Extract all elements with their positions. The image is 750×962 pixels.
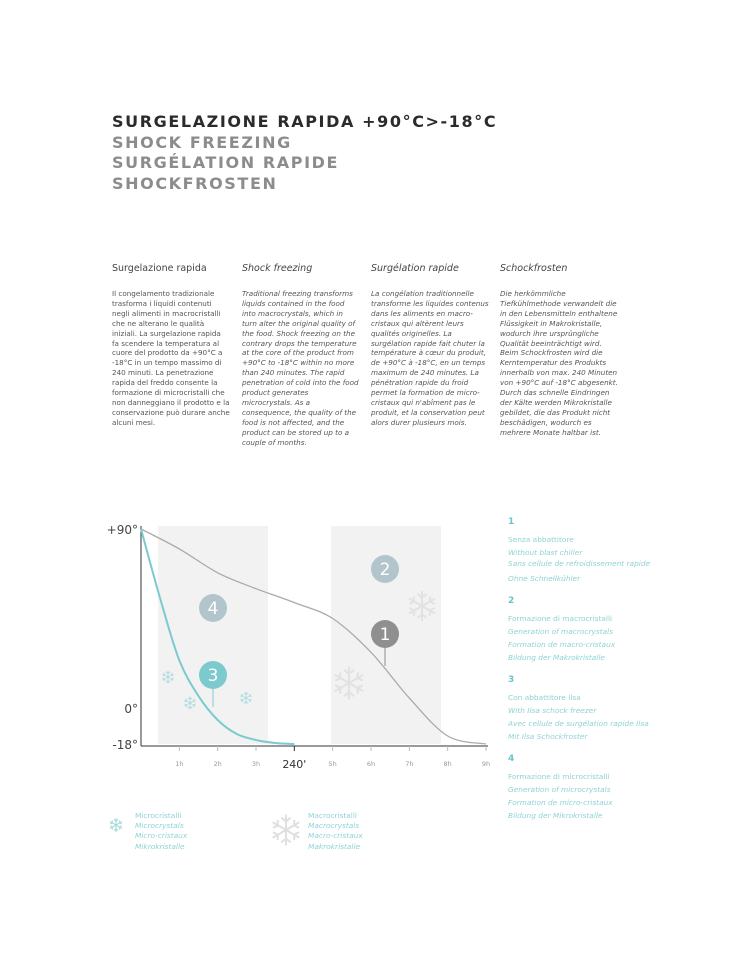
key-line: Makrokristalle: [308, 841, 361, 851]
key-line: Micro-cristaux: [135, 831, 188, 841]
key-line: Microcrystals: [135, 821, 184, 831]
title-italian: SURGELAZIONE RAPIDA +90°C>-18°C: [112, 112, 498, 131]
key-line: Macro-cristaux: [308, 831, 363, 841]
legend-line: Formation de macro-cristaux: [508, 640, 616, 649]
x-tick-label: 1h: [175, 760, 184, 768]
legend-line: Ohne Schnellkühler: [508, 574, 581, 583]
column-german: [500, 263, 618, 438]
x-tick-label: 240': [282, 758, 307, 771]
column-heading: Surgélation rapide: [371, 263, 459, 274]
x-tick-label: 6h: [366, 760, 376, 768]
legend-line: Avec cellule de surgélation rapide Ilsa: [508, 719, 649, 728]
x-ticks: [175, 746, 490, 771]
legend-line: Without blast chiller: [508, 548, 583, 557]
legend-line: Sans cellule de refroidissement rapide: [508, 559, 651, 568]
legend-group-3: [508, 675, 658, 743]
x-tick-label: 2h: [213, 760, 222, 768]
legend-number: 4: [508, 754, 515, 764]
badge-label: 1: [379, 625, 391, 645]
key-line: Macrocrystals: [308, 821, 360, 831]
legend-line: With Ilsa schock freezer: [508, 706, 597, 715]
badge-label: 2: [379, 560, 391, 580]
legend-group-4: [508, 754, 658, 822]
x-tick-label: 9h: [481, 760, 491, 768]
legend-line: Generation of macrocrystals: [508, 627, 614, 636]
legend-line: Formazione di microcristalli: [508, 772, 610, 781]
x-tick-label: 5h: [328, 760, 337, 768]
legend-line: Senza abbattitore: [508, 535, 574, 544]
y-tick-label: 0°: [124, 702, 138, 716]
legend-line: Bildung der Mikrokristalle: [508, 811, 603, 820]
legend-line: Mit Ilsa Schockfroster: [508, 732, 588, 741]
title-german: SHOCKFROSTEN: [112, 173, 278, 193]
temperature-chart: [0, 500, 500, 870]
title-english: SHOCK FREEZING: [112, 132, 292, 152]
title-block: [112, 112, 497, 194]
column-body: Il congelamento tradizionale trasforma i liquidi contenuti negli alimenti in macrocristalli che ne alterano le qualità iniziali. La surgelazione rapida fa scendere la temperatura al cuore del prodotto da +90°C a -18°C in un tempo massimo di 240 minuti. La penetrazione rapida del freddo consente la formazione di microcristalli che non danneggiano il prodotto e la conservazione può durare anche alcuni mesi.: [112, 289, 230, 427]
column-french: [371, 263, 489, 428]
key-line: Macrocristalli: [308, 811, 357, 820]
legend-line: Formation de micro-cristaux: [508, 798, 613, 807]
legend-group-2: [508, 596, 658, 664]
legend-line: Formazione di macrocristalli: [508, 614, 613, 623]
legend-line: Con abbattitore Ilsa: [508, 693, 581, 702]
column-heading: Shock freezing: [242, 263, 313, 274]
key-microcrystals: [135, 811, 187, 852]
x-tick-label: 7h: [405, 760, 414, 768]
column-body: Traditional freezing transforms liquids contained in the food into macrocrystals, which in turn alter the original quality of the food. Shock freezing on the contrary drops the temperature at the core of the product from +90°C to -18°C within no more than 240 minutes. The rapid penetration of cold into the food product generates microcrystals. As a consequence, the quality of the food is not affected, and the product can be stored up to a couple of months.: [242, 289, 359, 447]
x-tick-label: 8h: [443, 760, 452, 768]
column-body: La congélation traditionnelle transforme les liquides contenus dans les aliments en macro-cristaux qui altèrent leurs qualités originelles. La surgélation rapide fait chuter la température à cœur du produit, de +90°C à -18°C, en un temps maximum de 240 minutes. La pénétration rapide du froid permet la formation de micro-cristaux qui n'abîment pas le produit, et la conservation peut alors durer plusieurs mois.: [371, 289, 489, 427]
column-body: Die herkömmliche Tiefkühlmethode verwandelt die in den Lebensmitteln enthaltene Flüssigkeit in Makrokristalle, wodurch ihre ursprüngliche Qualität beeinträchtigt wird. Beim Schockfrosten wird die Kerntemperatur des Produkts innerhalb von max. 240 Minuten von +90°C auf -18°C abgesenkt. Durch das schnelle Eindringen der Kälte werden Mikrokristalle gebildet, die das Produkt nicht beschädigen, wodurch es mehrere Monate haltbar ist.: [500, 289, 618, 437]
legend-number: 3: [508, 675, 515, 685]
legend-number: 1: [508, 517, 515, 527]
column-english: [242, 263, 360, 448]
column-heading: Surgelazione rapida: [112, 263, 207, 274]
y-tick-label: -18°: [112, 738, 138, 752]
key-line: Mikrokristalle: [135, 841, 185, 851]
legend-number: 2: [508, 596, 515, 606]
x-tick-label: 3h: [251, 760, 261, 768]
badge-label: 4: [207, 599, 219, 619]
band-micro: [158, 526, 268, 744]
badge-label: 3: [207, 666, 219, 686]
y-tick-label: +90°: [106, 523, 138, 537]
title-french: SURGÉLATION RAPIDE: [112, 153, 340, 172]
snowflake-icon: [268, 812, 304, 848]
legend-line: Bildung der Makrokristalle: [508, 653, 605, 662]
column-heading: Schockfrosten: [500, 263, 568, 274]
snowflake-icon: [106, 815, 126, 835]
legend-group-1: [508, 517, 658, 585]
key-line: Microcristalli: [135, 811, 182, 820]
legend: [508, 517, 658, 833]
legend-line: Generation of microcrystals: [508, 785, 611, 794]
column-italian: [112, 263, 230, 428]
key-macrocrystals: [308, 811, 363, 852]
y-ticks: [107, 523, 138, 752]
